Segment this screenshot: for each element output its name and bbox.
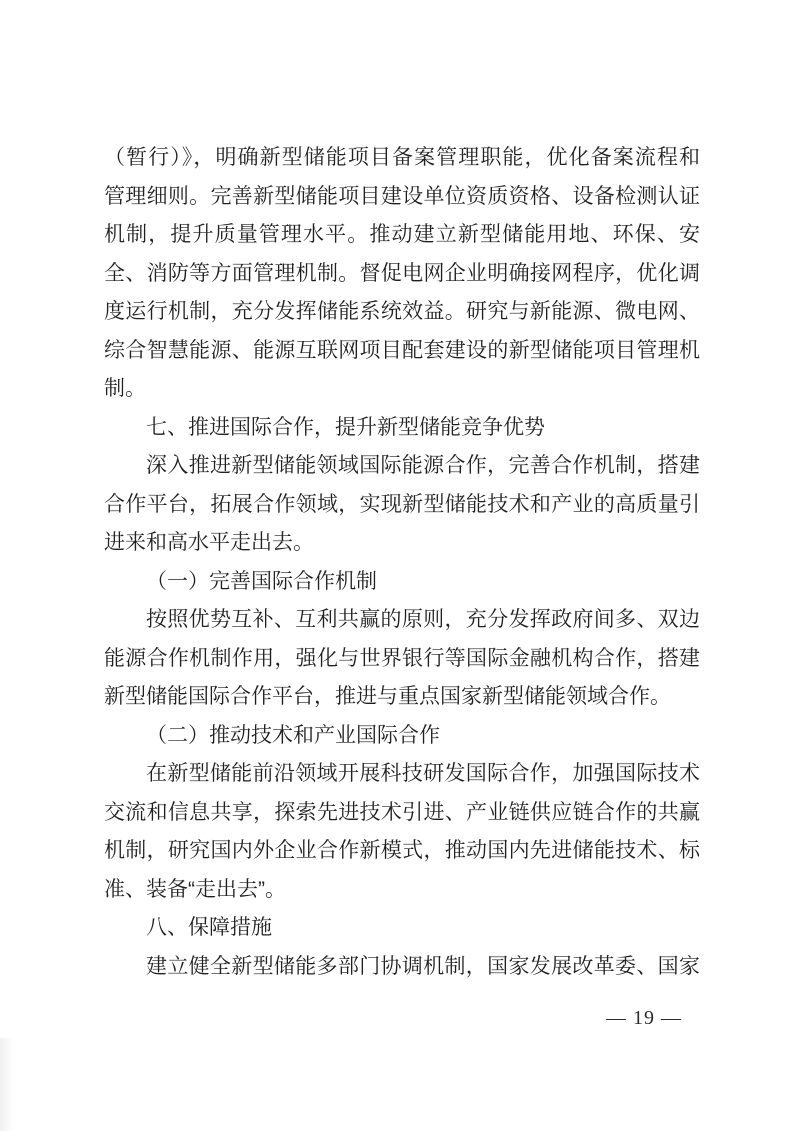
paragraph-line: 管理细则。完善新型储能项目建设单位资质资格、设备检测认证 <box>104 184 700 208</box>
paragraph-line: 在新型储能前沿领域开展科技研发国际合作，加强国际技术 <box>146 762 700 785</box>
subsection-heading: （二）推动技术和产业国际合作 <box>146 723 440 747</box>
paragraph-line: 交流和信息共享，探索先进技术引进、产业链供应链合作的共赢 <box>104 800 700 824</box>
paragraph-line: 度运行机制，充分发挥储能系统效益。研究与新能源、微电网、 <box>104 300 700 323</box>
paragraph-line: 全、消防等方面管理机制。督促电网企业明确接网程序，优化调 <box>104 261 700 285</box>
paragraph-line: 制。 <box>104 377 146 400</box>
paragraph-line: 按照优势互补、互利共赢的原则，充分发挥政府间多、双边 <box>146 608 700 631</box>
section-heading: 八、保障措施 <box>146 916 272 939</box>
paragraph-line: 机制，研究国内外企业合作新模式，推动国内先进储能技术、标 <box>104 839 700 862</box>
body-text <box>104 139 700 986</box>
paragraph-line: 建立健全新型储能多部门协调机制，国家发展改革委、国家 <box>146 954 700 978</box>
paragraph-line: 新型储能国际合作平台，推进与重点国家新型储能领域合作。 <box>104 685 671 708</box>
paragraph-line: 合作平台，拓展合作领域，实现新型储能技术和产业的高质量引 <box>104 492 700 516</box>
paragraph-line: 进来和高水平走出去。 <box>104 531 314 554</box>
paragraph-line: 准、装备“走出去”。 <box>104 877 286 901</box>
subsection-heading: （一）完善国际合作机制 <box>146 569 377 593</box>
scan-artifact <box>0 1038 14 1131</box>
paragraph-line: 能源合作机制作用，强化与世界银行等国际金融机构合作，搭建 <box>104 646 700 670</box>
paragraph-line: 机制，提升质量管理水平。推动建立新型储能用地、环保、安 <box>104 223 700 246</box>
paragraph-line: （暂行）》，明确新型储能项目备案管理职能，优化备案流程和 <box>104 146 700 169</box>
paragraph-line: 综合智慧能源、能源互联网项目配套建设的新型储能项目管理机 <box>104 338 700 362</box>
page-number: — 19 — <box>606 1007 682 1029</box>
section-heading: 七、推进国际合作，提升新型储能竞争优势 <box>146 415 545 439</box>
paragraph-line: 深入推进新型储能领域国际能源合作，完善合作机制，搭建 <box>146 454 700 477</box>
